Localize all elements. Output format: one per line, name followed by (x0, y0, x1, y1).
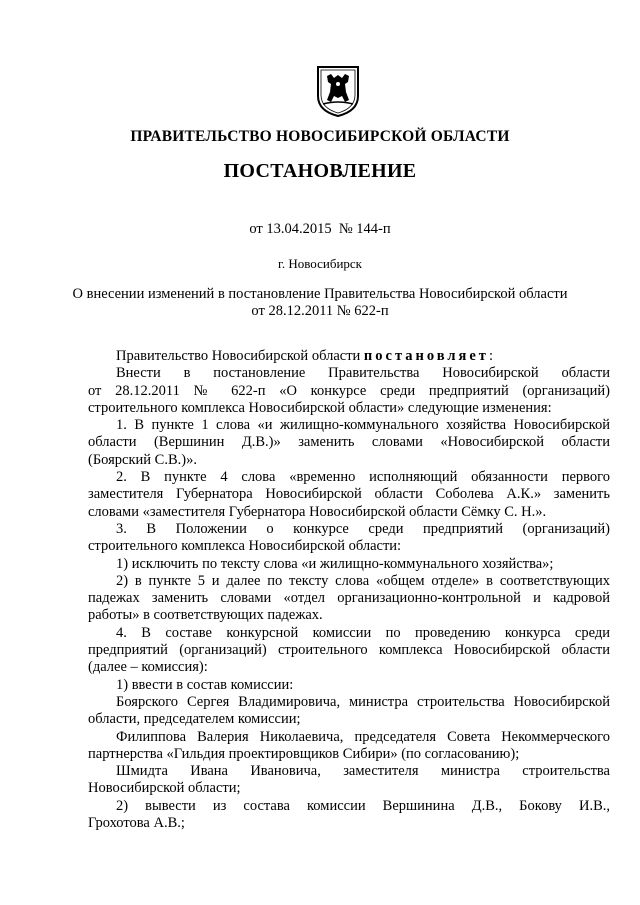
intro-text: Правительство Новосибирской области (116, 348, 364, 364)
text-line: падежах заменить словами «отдел организационно-контрольной и кадровой (88, 590, 610, 607)
text-line: Новосибирской области; (88, 780, 241, 797)
text-line: заместителя Губернатора Новосибирской области Соболева А.К.» заменить (88, 486, 610, 503)
text-line: предприятий (организаций) строительного комплекса Новосибирской области (88, 642, 610, 659)
text-line: 2) вывести из состава комиссии Вершинина Д.В., Бокову И.В., (116, 797, 610, 814)
subject-line-1: О внесении изменений в постановление Правительства Новосибирской области (72, 286, 568, 302)
text-line: Филиппова Валерия Николаевича, председателя Совета Некоммерческого (116, 728, 610, 745)
text-line: 2) в пункте 5 и далее по тексту слова «общем отделе» в соответствующих (116, 572, 610, 589)
text-line: (Боярский С.В.)». (88, 451, 197, 468)
text-line: 1) ввести в состав комиссии: (116, 676, 294, 693)
document-body (88, 348, 610, 832)
intro-colon: : (488, 348, 493, 364)
text-line: строительного комплекса Новосибирской области» следующие изменения: (88, 399, 552, 416)
text-line: партнерства «Гильдия проектировщиков Сибири» (по согласованию); (88, 745, 520, 762)
text-line: словами «заместителя Губернатора Новосибирской области Сёмку С. Н.». (88, 503, 547, 520)
text-line: 1) исключить по тексту слова «и жилищно-коммунального хозяйства»; (116, 555, 554, 572)
text-line: от 28.12.2011 № 622-п «О конкурсе среди предприятий (организаций) (88, 382, 610, 399)
text-line: 2. В пункте 4 слова «временно исполняющий обязанности первого (116, 469, 610, 486)
document-date-number: от 13.04.2015 № 144-п (249, 221, 391, 237)
text-line: (далее – комиссия): (88, 659, 208, 676)
text-line: области (Вершинин Д.В.)» заменить словами «Новосибирской области (88, 434, 610, 451)
text-line: области, председателем комиссии; (88, 711, 301, 728)
organization-title: ПРАВИТЕЛЬСТВО НОВОСИБИРСКОЙ ОБЛАСТИ (130, 128, 510, 145)
text-line: Грохотова А.В.; (88, 815, 185, 832)
text-line: 3. В Положении о конкурсе среди предприятий (организаций) (116, 520, 610, 537)
text-line: Шмидта Ивана Ивановича, заместителя министра строительства (116, 763, 610, 780)
document-subject (0, 286, 640, 320)
text-line: 1. В пункте 1 слова «и жилищно-коммунального хозяйства Новосибирской (116, 417, 610, 434)
document-type: ПОСТАНОВЛЕНИЕ (223, 160, 417, 182)
text-line: Боярского Сергея Владимировича, министра строительства Новосибирской (116, 693, 610, 710)
text-line: 4. В составе конкурсной комиссии по проведению конкурса среди (116, 624, 610, 641)
document-city: г. Новосибирск (277, 256, 362, 271)
text-line: строительного комплекса Новосибирской области: (88, 538, 402, 555)
text-line: Внести в постановление Правительства Новосибирской области (116, 365, 610, 382)
novosibirsk-coat-of-arms-icon (315, 64, 361, 118)
subject-line-2: от 28.12.2011 № 622-п (251, 303, 389, 319)
decree-word: постановляет (363, 348, 489, 364)
intro-paragraph (88, 348, 610, 365)
text-line: работы» в соответствующих падежах. (88, 607, 323, 624)
